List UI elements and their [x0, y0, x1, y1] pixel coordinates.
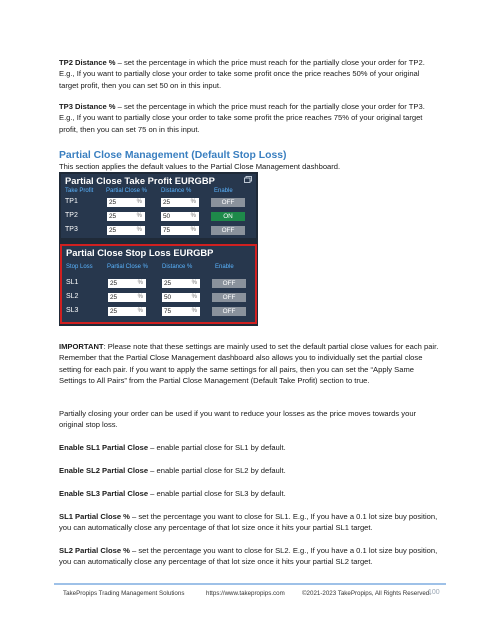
sl-header-1: Stop Loss: [66, 264, 93, 270]
sl2-enable-paragraph: [59, 465, 439, 476]
sl1-enable-paragraph: [59, 442, 439, 453]
sl-enable-toggle[interactable]: OFF: [212, 307, 246, 316]
tp2-distance-label: TP2 Distance %: [59, 58, 116, 67]
stop-loss-panel: [60, 244, 257, 324]
tp-header-4: Enable: [214, 188, 233, 194]
sl-partial-close-input[interactable]: 25 %: [108, 307, 146, 316]
percent-symbol: %: [191, 294, 197, 300]
sl-header-3: Distance %: [162, 264, 193, 270]
sl1-enable-text: – enable partial close for SL1 by default.: [148, 443, 286, 452]
percent-symbol: %: [190, 227, 196, 233]
tp-distance-input[interactable]: 50 %: [161, 212, 199, 221]
tp-header-2: Partial Close %: [106, 188, 148, 194]
sl3-enable-label: Enable SL3 Partial Close: [59, 489, 149, 498]
sl2-percent-text: – set the percentage you want to close for SL2. E.g., If you have a 0.1 lot size buy position, you can automatically close any percentage of that lot size once it hits your partial SL2 target.: [59, 546, 438, 567]
sl1-percent-text: – set the percentage you want to close for SL1. E.g., If you have a 0.1 lot size buy position, you can automatically close any percentage of that lot size once it hits your partial SL1 target.: [59, 512, 438, 533]
sl2-enable-text: – enable partial close for SL2 by default.: [148, 466, 286, 475]
tp-enable-toggle[interactable]: OFF: [211, 226, 245, 235]
tp3-distance-paragraph: [59, 101, 439, 135]
tp3-distance-text: – set the percentage in which the price must reach for the partially close your order for TP3. E.g., If you want to partially close your order to take some profit the price reaches 75% of your original target profit, then you can set 75 on in this input.: [59, 102, 425, 134]
tp-row-label: TP3: [65, 226, 78, 233]
important-paragraph: [59, 341, 439, 386]
partial-close-dashboard: [59, 172, 258, 326]
important-label: IMPORTANT: [59, 342, 104, 351]
page-number: 100: [428, 589, 440, 596]
sl-row-label: SL1: [66, 279, 79, 286]
sl-partial-close-input[interactable]: 25 %: [108, 279, 146, 288]
sl-distance-input[interactable]: 75 %: [162, 307, 200, 316]
percent-symbol: %: [136, 227, 142, 233]
sl-enable-toggle[interactable]: OFF: [212, 293, 246, 302]
footer-company: TakePropips Trading Management Solutions: [63, 590, 185, 597]
footer-url[interactable]: https://www.takepropips.com: [206, 590, 285, 597]
percent-symbol: %: [137, 280, 143, 286]
tp-partial-close-input[interactable]: 25 %: [107, 198, 145, 207]
sl-enable-toggle[interactable]: OFF: [212, 279, 246, 288]
footer-copyright: ©2021-2023 TakePropips, All Rights Reserved.: [302, 590, 431, 597]
sl2-percent-paragraph: [59, 545, 439, 568]
tp-enable-toggle[interactable]: ON: [211, 212, 245, 221]
sl1-enable-label: Enable SL1 Partial Close: [59, 443, 149, 452]
percent-symbol: %: [191, 308, 197, 314]
percent-symbol: %: [137, 294, 143, 300]
sl3-enable-paragraph: [59, 488, 439, 499]
percent-symbol: %: [191, 280, 197, 286]
footer-divider: [54, 583, 446, 585]
tp-enable-toggle[interactable]: OFF: [211, 198, 245, 207]
sl-header-4: Enable: [215, 264, 234, 270]
sl-row-label: SL3: [66, 307, 79, 314]
tp3-distance-label: TP3 Distance %: [59, 102, 116, 111]
take-profit-panel: [61, 174, 256, 238]
stop-loss-panel-title: Partial Close Stop Loss EURGBP: [66, 247, 214, 258]
percent-symbol: %: [136, 199, 142, 205]
restore-window-icon[interactable]: [244, 176, 252, 183]
tp2-distance-text: – set the percentage in which the price must reach for the partially close your order for TP2. E.g., If you want to partially close your order to take some profit once the price reaches 50% of your original target profit, then you can set 50 on in this input.: [59, 58, 425, 90]
sl1-percent-label: SL1 Partial Close %: [59, 512, 130, 521]
sl2-percent-label: SL2 Partial Close %: [59, 546, 130, 555]
tp-row-label: TP1: [65, 198, 78, 205]
sl2-enable-label: Enable SL2 Partial Close: [59, 466, 149, 475]
sl3-enable-text: – enable partial close for SL3 by default.: [148, 489, 286, 498]
sl-header-2: Partial Close %: [107, 264, 149, 270]
take-profit-panel-title: Partial Close Take Profit EURGBP: [65, 175, 215, 186]
sl1-percent-paragraph: [59, 511, 439, 534]
sl-distance-input[interactable]: 50 %: [162, 293, 200, 302]
tp-partial-close-input[interactable]: 25 %: [107, 226, 145, 235]
section-heading: Partial Close Management (Default Stop Loss): [59, 150, 287, 161]
partial-close-paragraph: Partially closing your order can be used if you want to reduce your losses as the price moves towards your original stop loss.: [59, 409, 417, 430]
tp-partial-close-input[interactable]: 25 %: [107, 212, 145, 221]
percent-symbol: %: [137, 308, 143, 314]
tp-distance-input[interactable]: 25 %: [161, 198, 199, 207]
tp2-distance-paragraph: [59, 57, 439, 91]
percent-symbol: %: [190, 199, 196, 205]
tp-row-label: TP2: [65, 212, 78, 219]
section-intro: This section applies the default values to the Partial Close Management dashboard.: [59, 162, 341, 171]
percent-symbol: %: [190, 213, 196, 219]
sl-distance-input[interactable]: 25 %: [162, 279, 200, 288]
sl-partial-close-input[interactable]: 25 %: [108, 293, 146, 302]
tp-distance-input[interactable]: 75 %: [161, 226, 199, 235]
percent-symbol: %: [136, 213, 142, 219]
tp-header-3: Distance %: [161, 188, 192, 194]
tp-header-1: Take Profit: [65, 188, 94, 194]
sl-row-label: SL2: [66, 293, 79, 300]
important-text: : Please note that these settings are mainly used to set the default partial close values for each pair. Remember that the Partial Close Management dashboard also allows you to individually set the partial close setting for each pair. If you want to apply the same settings for all pairs, then you can set the “Apply Same Settings to All Pairs” from the Partial Close Management (Default Take Profit) section to true.: [59, 342, 439, 385]
